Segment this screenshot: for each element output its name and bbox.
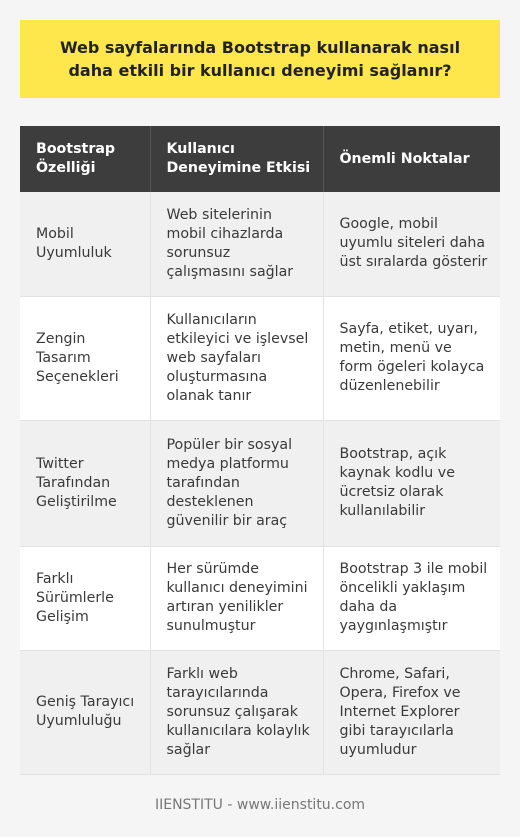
table-cell: Google, mobil uyumlu siteleri daha üst sıralarda gösterir [323,192,500,296]
table-cell: Sayfa, etiket, uyarı, metin, menü ve form ögeleri kolayca düzenlenebilir [323,296,500,420]
table-row [20,192,500,296]
page-title: Web sayfalarında Bootstrap kullanarak nasıl daha etkili bir kullanıcı deneyimi sağlanır? [59,38,461,80]
table-cell: Geniş Tarayıcı Uyumluluğu [20,650,150,774]
table-cell: Bootstrap 3 ile mobil öncelikli yaklaşım daha da yaygınlaşmıştır [323,546,500,650]
table-cell: Bootstrap, açık kaynak kodlu ve ücretsiz olarak kullanılabilir [323,420,500,546]
table-cell: Twitter Tarafından Geliştirilme [20,420,150,546]
table-cell: Popüler bir sosyal medya platformu tarafından desteklenen güvenilir bir araç [150,420,323,546]
table-cell: Her sürümde kullanıcı deneyimini artıran yenilikler sunulmuştur [150,546,323,650]
footer-credit: IIENSTITU - www.iienstitu.com [154,797,366,813]
table-header-row [20,126,500,192]
table-cell: Farklı web tarayıcılarında sorunsuz çalışarak kullanıcılara kolaylık sağlar [150,650,323,774]
table-row [20,296,500,420]
column-header: Önemli Noktalar [323,126,500,192]
table-cell: Chrome, Safari, Opera, Firefox ve Internet Explorer gibi tarayıcılarla uyumludur [323,650,500,774]
table-cell: Web sitelerinin mobil cihazlarda sorunsuz çalışmasını sağlar [150,192,323,296]
table-cell: Mobil Uyumluluk [20,192,150,296]
table-row [20,420,500,546]
title-banner [20,20,500,98]
table-cell: Zengin Tasarım Seçenekleri [20,296,150,420]
table-cell: Farklı Sürümlerle Gelişim [20,546,150,650]
table-cell: Kullanıcıların etkileyici ve işlevsel web sayfaları oluşturmasına olanak tanır [150,296,323,420]
column-header: Kullanıcı Deneyimine Etkisi [150,126,323,192]
column-header: Bootstrap Özelliği [20,126,150,192]
comparison-table [20,126,500,775]
table-row [20,546,500,650]
table-row [20,650,500,774]
